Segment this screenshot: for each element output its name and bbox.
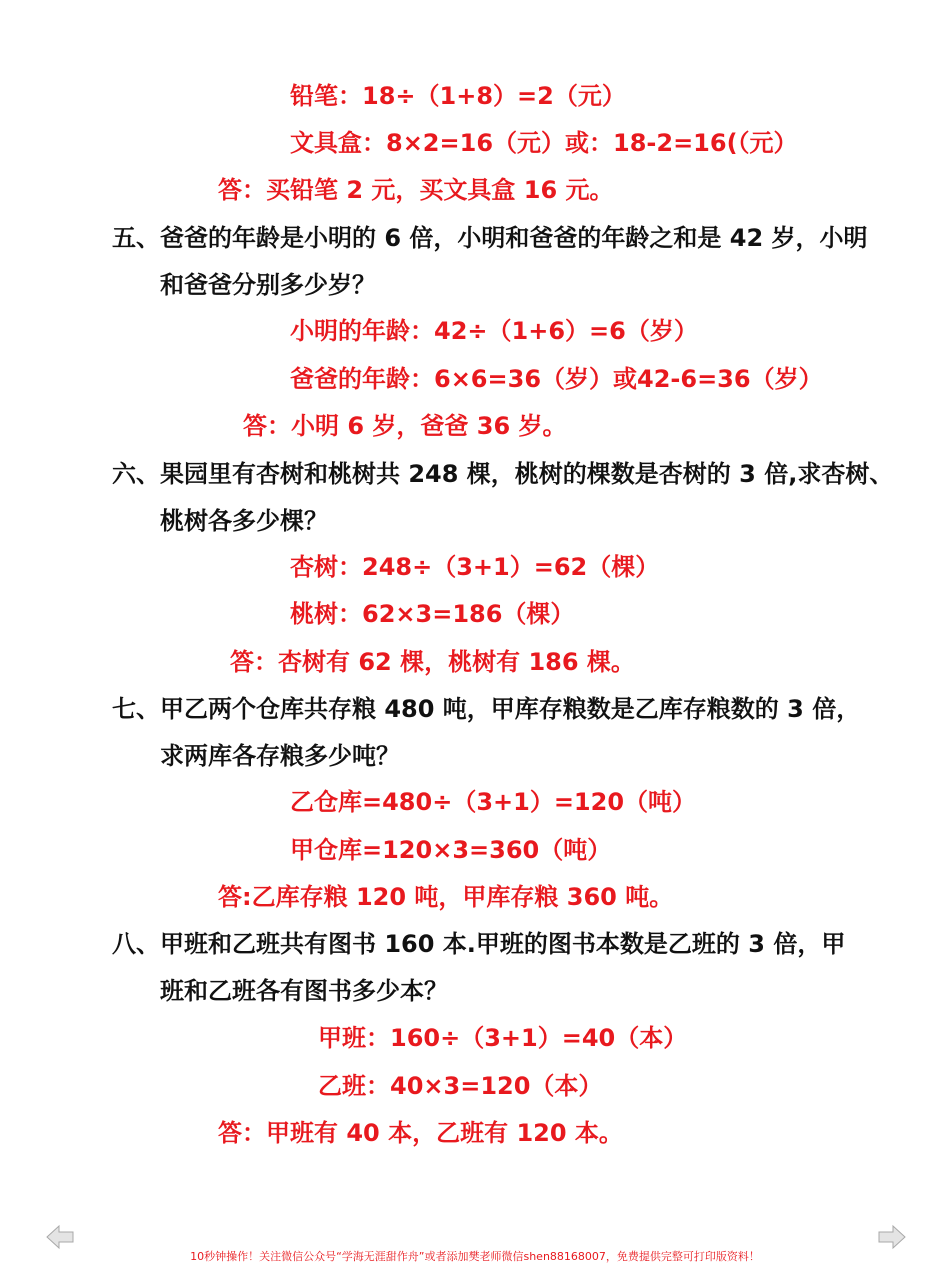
- q7-question-line2: 求两库各存粮多少吨？: [160, 742, 400, 770]
- q8-question-line2: 班和乙班各有图书多少本？: [160, 977, 448, 1005]
- q7-yi-calc: 乙仓库=480÷（3+1）=120（吨）: [290, 788, 697, 816]
- q8-yi-calc: 乙班：40×3=120（本）: [318, 1072, 603, 1100]
- q7-question-line1: 七、甲乙两个仓库共存粮 480 吨，甲库存粮数是乙库存粮数的 3 倍，: [112, 695, 861, 723]
- q8-answer: 答：甲班有 40 本，乙班有 120 本。: [218, 1119, 623, 1147]
- q6-answer: 答：杏树有 62 棵，桃树有 186 棵。: [230, 648, 635, 676]
- q5-xiaoming-calc: 小明的年龄：42÷（1+6）=6（岁）: [290, 317, 698, 345]
- q8-jia-calc: 甲班：160÷（3+1）=40（本）: [318, 1024, 688, 1052]
- p4-box-calc: 文具盒：8×2=16（元）或：18-2=16(（元）: [290, 129, 798, 157]
- q5-answer: 答：小明 6 岁，爸爸 36 岁。: [243, 412, 567, 440]
- q6-xingshu-calc: 杏树：248÷（3+1）=62（棵）: [290, 553, 660, 581]
- q5-baba-calc: 爸爸的年龄：6×6=36（岁）或42-6=36（岁）: [290, 365, 823, 393]
- p4-pencil-calc: 铅笔：18÷（1+8）=2（元）: [290, 82, 626, 110]
- q6-question-line1: 六、果园里有杏树和桃树共 248 棵，桃树的棵数是杏树的 3 倍,求杏树、: [112, 460, 894, 488]
- q7-jia-calc: 甲仓库=120×3=360（吨）: [290, 836, 612, 864]
- q6-taoshu-calc: 桃树：62×3=186（棵）: [290, 600, 575, 628]
- p4-answer: 答：买铅笔 2 元，买文具盒 16 元。: [218, 176, 614, 204]
- q8-question-line1: 八、甲班和乙班共有图书 160 本.甲班的图书本数是乙班的 3 倍，甲: [112, 930, 846, 958]
- q7-answer: 答:乙库存粮 120 吨，甲库存粮 360 吨。: [218, 883, 674, 911]
- q5-question-line2: 和爸爸分别多少岁？: [160, 271, 376, 299]
- footer-notice: 10秒钟操作！关注微信公众号“学海无涯甜作舟”或者添加樊老师微信shen88168007，免费提供完整可打印版资料！: [190, 1250, 760, 1263]
- q5-question-line1: 五、爸爸的年龄是小明的 6 倍，小明和爸爸的年龄之和是 42 岁，小明: [112, 224, 868, 252]
- q6-question-line2: 桃树各多少棵？: [160, 507, 328, 535]
